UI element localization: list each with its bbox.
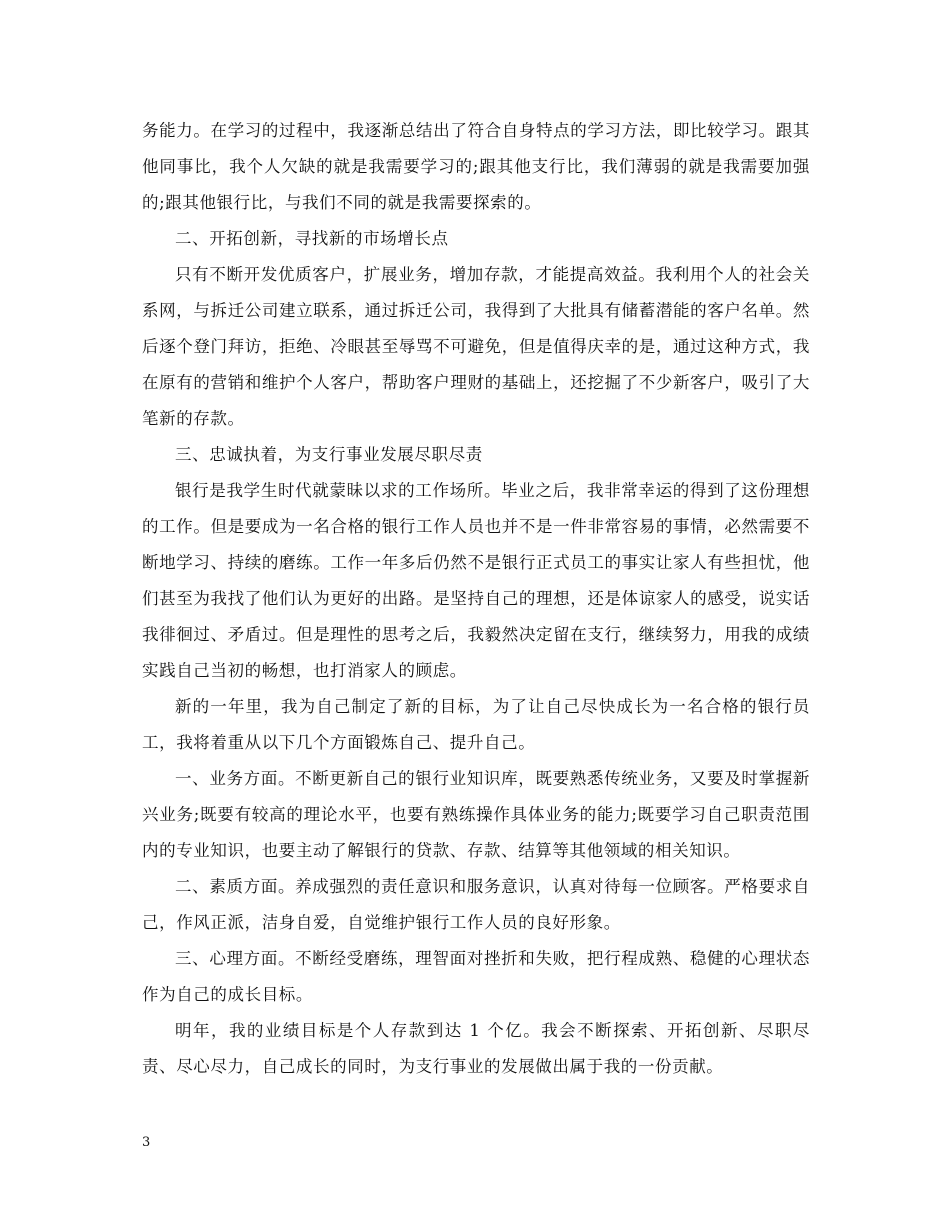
section-heading-4: 三、忠诚执着，为支行事业发展尽职尽责 <box>175 445 483 464</box>
document-body <box>142 113 810 1085</box>
paragraph-6: 新的一年里，我为自己制定了新的目标，为了让自己尽快成长为一名合格的银行员工，我将着重从以下几个方面锻炼自己、提升自己。 <box>142 697 810 752</box>
paragraph-10: 明年，我的业绩目标是个人存款到达 1 个亿。我会不断探索、开拓创新、尽职尽责、尽心尽力，自己成长的同时，为支行事业的发展做出属于我的一份贡献。 <box>142 1021 810 1076</box>
paragraph-7: 一、业务方面。不断更新自己的银行业知识库，既要熟悉传统业务，又要及时掌握新兴业务;既要有较高的理论水平，也要有熟练操作具体业务的能力;既要学习自己职责范围内的专业知识，也要主动了解银行的贷款、存款、结算等其他领域的相关知识。 <box>142 769 810 860</box>
page-number: 3 <box>142 1135 151 1150</box>
paragraph-5: 银行是我学生时代就蒙昧以求的工作场所。毕业之后，我非常幸运的得到了这份理想的工作。但是要成为一名合格的银行工作人员也并不是一件非常容易的事情，必然需要不断地学习、持续的磨练。工作一年多后仍然不是银行正式员工的事实让家人有些担忧，他们甚至为我找了他们认为更好的出路。是坚持自己的理想，还是体谅家人的感受，说实话我徘徊过、矛盾过。但是理性的思考之后，我毅然决定留在支行，继续努力，用我的成绩实践自己当初的畅想，也打消家人的顾虑。 <box>142 481 810 680</box>
paragraph-9: 三、心理方面。不断经受磨练，理智面对挫折和失败，把行程成熟、稳健的心理状态作为自己的成长目标。 <box>142 949 810 1004</box>
paragraph-1: 务能力。在学习的过程中，我逐渐总结出了符合自身特点的学习方法，即比较学习。跟其他同事比，我个人欠缺的就是我需要学习的;跟其他支行比，我们薄弱的就是我需要加强的;跟其他银行比，与我们不同的就是我需要探索的。 <box>142 121 810 212</box>
paragraph-3: 只有不断开发优质客户，扩展业务，增加存款，才能提高效益。我利用个人的社会关系网，与拆迁公司建立联系，通过拆迁公司，我得到了大批具有储蓄潜能的客户名单。然后逐个登门拜访，拒绝、冷眼甚至辱骂不可避免，但是值得庆幸的是，通过这种方式，我在原有的营销和维护个人客户，帮助客户理财的基础上，还挖掘了不少新客户，吸引了大笔新的存款。 <box>142 265 810 428</box>
paragraph-8: 二、素质方面。养成强烈的责任意识和服务意识，认真对待每一位顾客。严格要求自己，作风正派，洁身自爱，自觉维护银行工作人员的良好形象。 <box>142 877 810 932</box>
section-heading-2: 二、开拓创新，寻找新的市场增长点 <box>175 229 449 248</box>
